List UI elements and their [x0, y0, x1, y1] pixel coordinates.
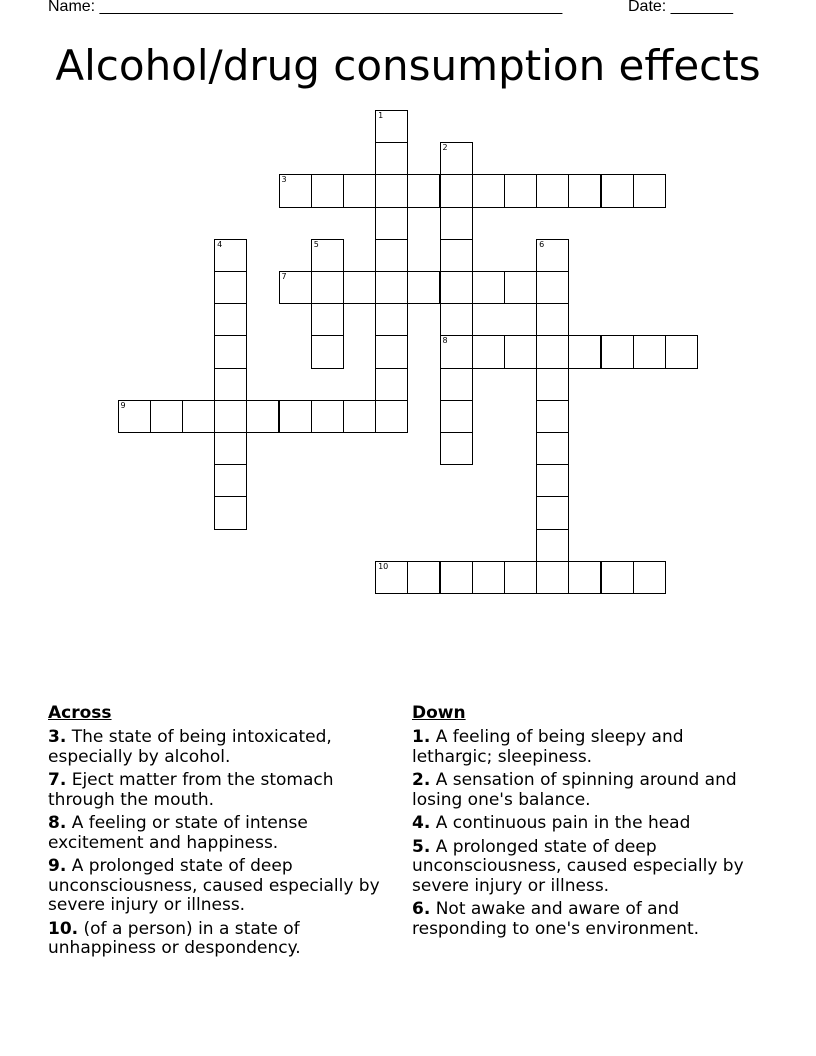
- across-clue: [48, 857, 393, 916]
- grid-cell[interactable]: [375, 335, 408, 368]
- clue-text: A continuous pain in the head: [430, 813, 691, 833]
- grid-cell[interactable]: [440, 335, 473, 368]
- grid-cell[interactable]: [536, 432, 569, 465]
- grid-cell[interactable]: [536, 335, 569, 368]
- clue-number-label: 9: [120, 400, 126, 410]
- clue-number-label: 5: [313, 239, 319, 249]
- grid-cell[interactable]: [375, 174, 408, 207]
- grid-cell[interactable]: [182, 400, 215, 433]
- grid-cell[interactable]: [536, 303, 569, 336]
- grid-cell[interactable]: [504, 174, 537, 207]
- across-heading: Across: [48, 703, 112, 723]
- grid-cell[interactable]: [214, 400, 247, 433]
- clue-text: Eject matter from the stomach through the mouth.: [48, 770, 334, 810]
- clue-number: 8.: [48, 813, 67, 833]
- puzzle-title: Alcohol/drug consumption effects: [55, 41, 761, 90]
- clue-number: 3.: [48, 727, 67, 747]
- grid-cell[interactable]: [150, 400, 183, 433]
- grid-cell[interactable]: [536, 400, 569, 433]
- name-label[interactable]: Name: ____________________________________________________: [48, 0, 563, 15]
- grid-cell[interactable]: [343, 174, 376, 207]
- grid-cell[interactable]: [407, 561, 440, 594]
- down-clue: [412, 728, 762, 767]
- clue-text: (of a person) in a state of unhappiness or despondency.: [48, 918, 301, 958]
- grid-cell[interactable]: [504, 335, 537, 368]
- grid-cell[interactable]: [375, 561, 408, 594]
- grid-cell[interactable]: [536, 496, 569, 529]
- clue-number: 7.: [48, 770, 67, 790]
- grid-cell[interactable]: [311, 271, 344, 304]
- grid-cell[interactable]: [375, 142, 408, 175]
- grid-cell[interactable]: [279, 271, 312, 304]
- clue-number-label: 7: [281, 272, 287, 281]
- clue-number-label: 10: [378, 561, 389, 571]
- down-clue: [412, 838, 762, 897]
- grid-cell[interactable]: [601, 335, 634, 368]
- grid-cell[interactable]: [536, 368, 569, 401]
- clue-number-label: 2: [442, 143, 448, 153]
- grid-cell[interactable]: [633, 174, 666, 207]
- down-clues: [412, 702, 762, 943]
- grid-cell[interactable]: [214, 239, 247, 272]
- grid-cell[interactable]: [214, 303, 247, 336]
- grid-cell[interactable]: [375, 207, 408, 240]
- clue-text: Not awake and aware of and responding to one's environment.: [412, 899, 700, 939]
- grid-cell[interactable]: [633, 335, 666, 368]
- grid-cell[interactable]: [407, 174, 440, 207]
- grid-cell[interactable]: [536, 271, 569, 304]
- across-clue: [48, 920, 393, 959]
- grid-cell[interactable]: [246, 400, 279, 433]
- clue-text: A sensation of spinning around and losing one's balance.: [412, 770, 737, 810]
- grid-cell[interactable]: [343, 400, 376, 433]
- clue-text: The state of being intoxicated, especially by alcohol.: [48, 727, 332, 767]
- grid-cell[interactable]: [472, 174, 505, 207]
- grid-cell[interactable]: [311, 303, 344, 336]
- clue-text: A feeling or state of intense excitement and happiness.: [48, 813, 308, 853]
- grid-cell[interactable]: [536, 174, 569, 207]
- grid-cell[interactable]: [214, 464, 247, 497]
- clue-number: 1.: [412, 727, 431, 747]
- grid-cell[interactable]: [536, 464, 569, 497]
- grid-cell[interactable]: [279, 400, 312, 433]
- grid-cell[interactable]: [311, 174, 344, 207]
- down-clue: [412, 900, 762, 939]
- grid-cell[interactable]: [440, 142, 473, 175]
- grid-cell[interactable]: [665, 335, 698, 368]
- grid-cell[interactable]: [536, 529, 569, 562]
- across-clue: [48, 814, 393, 853]
- grid-cell[interactable]: [214, 496, 247, 529]
- down-clue: [412, 771, 762, 810]
- grid-cell[interactable]: [375, 271, 408, 304]
- grid-cell[interactable]: [375, 368, 408, 401]
- grid-cell[interactable]: [375, 110, 408, 143]
- grid-cell[interactable]: [375, 400, 408, 433]
- grid-cell[interactable]: [214, 271, 247, 304]
- grid-cell[interactable]: [440, 207, 473, 240]
- clue-number-label: 8: [442, 336, 448, 346]
- grid-cell[interactable]: [440, 368, 473, 401]
- grid-cell[interactable]: [472, 271, 505, 304]
- grid-cell[interactable]: [375, 303, 408, 336]
- clue-text: A prolonged state of deep unconsciousness, caused especially by severe injury or illness.: [412, 836, 744, 896]
- grid-cell[interactable]: [440, 303, 473, 336]
- grid-cell[interactable]: [601, 174, 634, 207]
- grid-cell[interactable]: [214, 335, 247, 368]
- grid-cell[interactable]: [440, 239, 473, 272]
- across-clue: [48, 771, 393, 810]
- grid-cell[interactable]: [311, 239, 344, 272]
- grid-cell[interactable]: [375, 239, 408, 272]
- grid-cell[interactable]: [472, 335, 505, 368]
- grid-cell[interactable]: [311, 335, 344, 368]
- grid-cell[interactable]: [407, 271, 440, 304]
- date-label[interactable]: Date: _______: [628, 0, 733, 15]
- clue-number-label: 4: [217, 239, 223, 249]
- grid-cell[interactable]: [536, 561, 569, 594]
- clue-number: 5.: [412, 836, 431, 857]
- clue-number: 4.: [412, 813, 431, 833]
- across-clue: [48, 728, 393, 767]
- clue-number: 9.: [48, 856, 67, 876]
- grid-cell[interactable]: [214, 432, 247, 465]
- grid-cell[interactable]: [536, 239, 569, 272]
- clue-number-label: 3: [281, 175, 287, 185]
- grid-cell[interactable]: [214, 368, 247, 401]
- clue-number: 2.: [412, 770, 431, 790]
- grid-cell[interactable]: [568, 174, 601, 207]
- grid-cell[interactable]: [472, 561, 505, 594]
- grid-cell[interactable]: [440, 400, 473, 433]
- grid-cell[interactable]: [633, 561, 666, 594]
- grid-cell[interactable]: [568, 561, 601, 594]
- clue-number: 6.: [412, 899, 431, 919]
- clue-number: 10.: [48, 918, 79, 939]
- grid-cell[interactable]: [440, 271, 473, 304]
- down-clue: [412, 814, 762, 834]
- grid-cell[interactable]: [504, 271, 537, 304]
- grid-cell[interactable]: [504, 561, 537, 594]
- grid-cell[interactable]: [343, 271, 376, 304]
- grid-cell[interactable]: [118, 400, 151, 433]
- clue-text: A prolonged state of deep unconsciousness, caused especially by severe injury or illness.: [48, 856, 380, 915]
- across-clues: [48, 702, 393, 963]
- grid-cell[interactable]: [440, 432, 473, 465]
- clue-text: A feeling of being sleepy and lethargic; sleepiness.: [412, 727, 684, 767]
- grid-cell[interactable]: [601, 561, 634, 594]
- grid-cell[interactable]: [311, 400, 344, 433]
- clue-number-label: 6: [539, 239, 545, 249]
- grid-cell[interactable]: [279, 174, 312, 207]
- clue-number-label: 1: [378, 111, 384, 120]
- grid-cell[interactable]: [440, 561, 473, 594]
- down-heading: Down: [412, 703, 466, 723]
- grid-cell[interactable]: [440, 174, 473, 207]
- grid-cell[interactable]: [568, 335, 601, 368]
